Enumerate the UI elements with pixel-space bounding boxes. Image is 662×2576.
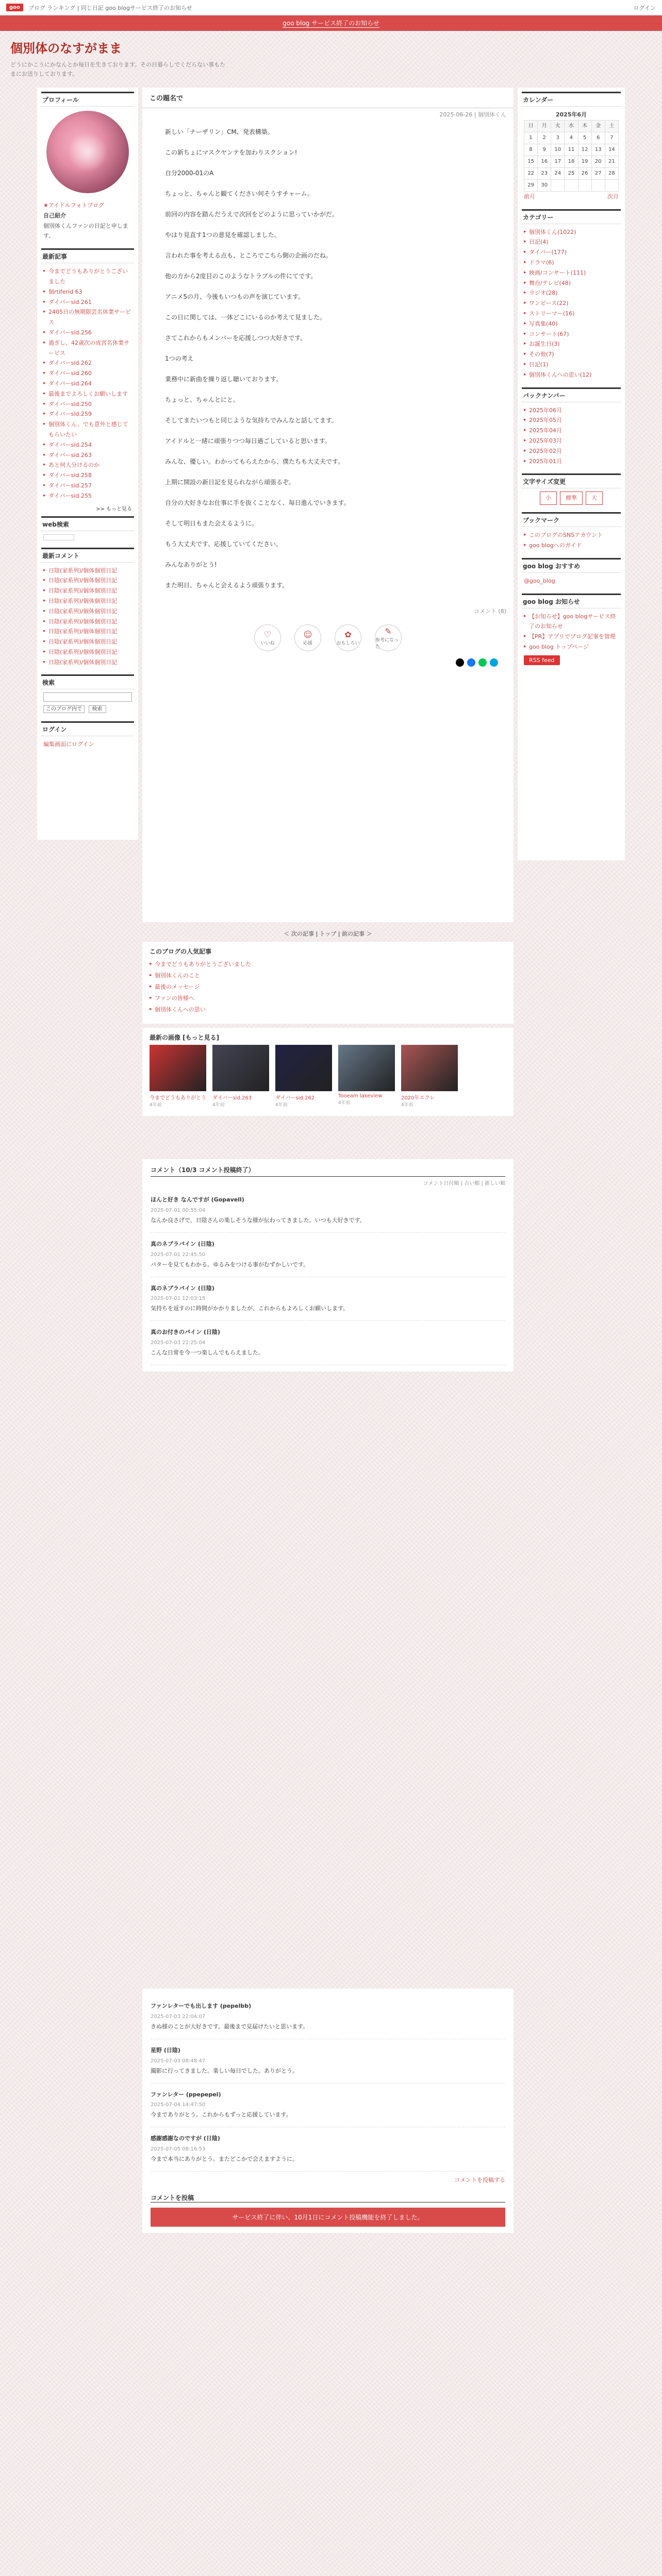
recent-comments-list (41, 563, 134, 671)
reaction-icon: ✎ (385, 626, 392, 636)
comment (151, 1233, 505, 1277)
recent-comment-item[interactable]: ▸ 日陰(家系列)/個体個別日記 (43, 566, 132, 576)
calendar-day[interactable]: 30 (538, 179, 551, 191)
comment-text: きぬ様のことが大好きです。最後まで見届けたいと思います。 (151, 2023, 309, 2030)
reaction-button[interactable] (294, 624, 321, 651)
calendar-day[interactable]: 13 (591, 144, 605, 156)
calendar-title: カレンダー (522, 93, 621, 107)
reaction-icon: ✿ (344, 630, 352, 639)
backnumber-item[interactable]: ▸ 2025年05月 (524, 415, 619, 426)
entry-paragraph: みんな、優しい。わかってもらえたから、僕たちも大丈夫です。 (165, 458, 344, 465)
calendar-day[interactable]: 10 (551, 144, 565, 156)
bookmark-list (522, 527, 621, 554)
popular-item[interactable]: ▸ 今までどうもありがとうございました (150, 959, 506, 970)
top-links[interactable]: ブログ ランキング | 同じ日記 goo blogサービス終了のお知らせ (28, 4, 192, 11)
entry-paragraph: さてこれからもメンバーを応援しつつ大好きです。 (165, 334, 307, 342)
comments-section-continued (142, 1989, 514, 2233)
backnumber-item[interactable]: ▸ 2025年06月 (524, 405, 619, 416)
comment-date: 2025-07-03 08:48:47 (151, 2058, 206, 2064)
category-item[interactable]: ▸ 個別体くん(1022) (524, 227, 619, 238)
comments-title: コメント（10/3 コメント投稿終了） (151, 1165, 505, 1177)
calendar-day[interactable]: 27 (591, 167, 605, 179)
font-size-title: 文字サイズ変更 (522, 475, 621, 488)
comment-date: 2025-07-04 14:47:50 (151, 2102, 206, 2108)
calendar-day[interactable]: 23 (538, 167, 551, 179)
profile-box (41, 92, 134, 244)
reaction-icon: ☺ (303, 630, 312, 639)
recent-post-item[interactable]: ▸ ダイバーsid.250 (43, 399, 132, 410)
calendar-day[interactable]: 1 (524, 132, 538, 144)
latest-image-caption[interactable]: 2020年エクレ (401, 1095, 435, 1101)
post-comment-link[interactable]: コメントを投稿する (454, 2177, 505, 2184)
blog-search-input[interactable] (43, 692, 132, 702)
latest-image-item[interactable] (150, 1045, 206, 1108)
entry-paragraph: そしてまたいつもと同じような気持ちでみんなと話してます。 (165, 417, 338, 424)
calendar-weekday: 木 (578, 120, 591, 132)
category-item[interactable]: ▸ お誕生日(3) (524, 339, 619, 349)
calendar-weekday: 火 (551, 120, 565, 132)
latest-image-item[interactable] (338, 1045, 395, 1108)
goo-news-box (522, 594, 621, 665)
comment (151, 1277, 505, 1321)
line-share-icon[interactable] (478, 658, 487, 667)
entry-paragraph: 新しい「ナーザリン」CM、発表構築。 (165, 128, 274, 135)
login-link[interactable]: ログイン (633, 4, 656, 11)
recent-post-item[interactable]: ▸ ダイバーsid.261 (43, 297, 132, 308)
calendar-day[interactable]: 28 (605, 167, 618, 179)
category-item[interactable]: ▸ ラジオ(28) (524, 288, 619, 298)
web-search-image[interactable] (43, 534, 74, 540)
blog-search-button[interactable]: 検索 (89, 705, 106, 713)
comment-date: 2025-07-01 22:45:50 (151, 1251, 206, 1258)
comment-author[interactable]: 真のネブラパイン (日陰) (151, 1284, 214, 1292)
popular-panel (142, 942, 514, 1024)
calendar-day[interactable] (565, 179, 578, 191)
comment (151, 1321, 505, 1365)
latest-image-age: 4年前 (150, 1103, 162, 1108)
latest-images-title: 最新の画像 [もっと見る] (150, 1034, 220, 1041)
backnumber-item[interactable]: ▸ 2025年03月 (524, 436, 619, 446)
comment-author[interactable]: ファンレター (ppepepel) (151, 2091, 221, 2098)
calendar-day[interactable]: 22 (524, 167, 538, 179)
backnumber-item[interactable]: ▸ 2025年04月 (524, 426, 619, 436)
login-title: ログイン (41, 723, 134, 736)
recent-post-item[interactable]: ▸ ダイバーsid.257 (43, 481, 132, 491)
font-size-button[interactable]: 大 (586, 492, 603, 505)
recent-post-item[interactable]: ▸ ダイバーsid.264 (43, 379, 132, 389)
reaction-buttons (142, 624, 514, 651)
calendar-day[interactable]: 26 (578, 167, 591, 179)
recent-comment-item[interactable]: ▸ 日陰(家系列)/個体個別日記 (43, 596, 132, 606)
popular-list (150, 956, 506, 1019)
profile-name-label: 自己紹介 (43, 212, 66, 219)
calendar-day[interactable] (591, 179, 605, 191)
backnumber-title: バックナンバー (522, 389, 621, 402)
entry-paragraph: 他の方から2度目のこのようなトラブルの件にてです。 (165, 273, 317, 280)
comment (151, 2039, 505, 2083)
sns-link[interactable]: @goo_blog (524, 577, 555, 584)
calendar-weekday: 月 (538, 120, 551, 132)
popular-title: このブログの人気記事 (150, 948, 212, 955)
calendar-day[interactable]: 25 (565, 167, 578, 179)
recent-post-item[interactable]: ▸ 今までどうもありがとうございました (43, 266, 132, 287)
category-item[interactable]: ▸ 個別体くんへの思い(12) (524, 370, 619, 380)
comment-text: なんか良さげで、日陰さんの楽しそうな様が伝わってきました。いつも大好きです。 (151, 1216, 366, 1224)
goo-news-list (522, 608, 621, 655)
entry-paragraph: 業務中に新曲を繰り返し聴いております。 (165, 376, 283, 383)
calendar-day[interactable]: 11 (565, 144, 578, 156)
calendar-day[interactable]: 20 (591, 156, 605, 167)
calendar-day[interactable]: 15 (524, 156, 538, 167)
category-item[interactable]: ▸ 映画/コンサート(111) (524, 268, 619, 278)
bookmark-item[interactable]: ▸ このブログのSNSアカウント (524, 530, 619, 540)
top-bar (0, 0, 662, 15)
calendar-day[interactable]: 4 (565, 132, 578, 144)
entry-paragraph: この新ちょにマスクヤンテを加わりスクション! (165, 149, 297, 156)
entry-title[interactable]: この題名で (142, 88, 514, 108)
entry-paragraph: アイドルと一緒に頑張りつつ毎日過ごしていると思います。 (165, 437, 331, 445)
recent-post-item[interactable]: ▸ 2405日の無期限芸名休業サービス (43, 307, 132, 328)
latest-image[interactable] (401, 1045, 458, 1091)
recent-comment-item[interactable]: ▸ 日陰(家系列)/個体個別日記 (43, 626, 132, 637)
reaction-label: いいね (260, 641, 275, 646)
reaction-label: 応援 (303, 641, 312, 646)
calendar-day[interactable]: 18 (565, 156, 578, 167)
popular-item[interactable]: ▸ 最後のメッセージ (150, 981, 506, 993)
recent-post-item[interactable]: ▸ 最後までよろしくお願いします (43, 389, 132, 399)
comment-author[interactable]: ファンレターでも出します (pepelbb) (151, 2003, 252, 2009)
calendar-day[interactable]: 14 (605, 144, 618, 156)
comment-list (151, 1189, 505, 1365)
latest-image-age: 4年前 (275, 1103, 288, 1108)
goo-logo[interactable]: goo (6, 4, 23, 11)
recent-posts-title: 最新記事 (41, 250, 134, 263)
more-link[interactable]: >> もっと見る (96, 506, 132, 512)
entry-paragraph: みんなありがとう! (165, 561, 217, 568)
calendar-day[interactable]: 2 (538, 132, 551, 144)
calendar-day[interactable]: 21 (605, 156, 618, 167)
calendar-day[interactable]: 29 (524, 179, 538, 191)
calendar-day[interactable] (605, 179, 618, 191)
left-sidebar (37, 88, 138, 840)
comment-list-continued (151, 1995, 505, 2172)
recent-posts-list (41, 263, 134, 504)
entry-paragraph: 自分の大好きなお仕事に手を抜くことなく、毎日進んでいきます。 (165, 499, 350, 506)
latest-image-caption[interactable]: Tooeam lakeview (338, 1093, 383, 1099)
popular-item[interactable]: ▸ 個別体くんへの思い (150, 1004, 506, 1015)
calendar-day[interactable]: 16 (538, 156, 551, 167)
goo-news-item[interactable]: ▸ 【PR】アプリでブログ記事を管理 (524, 632, 619, 642)
edit-login-link[interactable]: 編集画面にログイン (43, 741, 94, 748)
comment (151, 2083, 505, 2128)
calendar-month: 2025年6月 (555, 111, 587, 118)
calendar-weekday: 土 (605, 120, 618, 132)
category-item[interactable]: ▸ 日記(1) (524, 360, 619, 370)
comments-section (142, 1159, 514, 1371)
recent-post-item[interactable]: ▸ ダイバーsid.259 (43, 409, 132, 419)
reaction-icon: ♡ (263, 630, 272, 639)
calendar-week (524, 144, 619, 156)
recent-comment-item[interactable]: ▸ 日陰(家系列)/個体個別日記 (43, 657, 132, 668)
sns-title: goo blog おすすめ (522, 560, 621, 573)
lower-main (142, 925, 514, 1116)
comment (151, 1189, 505, 1233)
recent-post-item[interactable]: ▸ ダイバーsid.255 (43, 491, 132, 501)
blog-search-box (41, 674, 134, 717)
recent-post-item[interactable]: ▸ 個別体くん、でも意外と感じてもらいたい (43, 419, 132, 440)
comment-author[interactable]: 真のネブラパイン (日陰) (151, 1240, 214, 1247)
calendar-day[interactable]: 6 (591, 132, 605, 144)
entry-paragraph: アニメ5の月、今後もいつもの声を演じています。 (165, 293, 305, 300)
reaction-button[interactable] (254, 624, 281, 651)
category-item[interactable]: ▸ 舞台/テレビ(48) (524, 278, 619, 289)
comment-date: 2025-07-05 08:16:53 (151, 2146, 206, 2153)
comment-date: 2025-07-03 22:25:04 (151, 1340, 206, 1346)
calendar-day[interactable]: 5 (578, 132, 591, 144)
entry-body (142, 121, 514, 605)
reaction-button[interactable] (375, 624, 402, 651)
comment-author[interactable]: ほんと好き なんですが (Gopavell) (151, 1196, 244, 1203)
calendar-day[interactable] (578, 179, 591, 191)
facebook-share-icon[interactable] (467, 658, 475, 667)
font-size-buttons (522, 488, 621, 508)
blog-search-select[interactable]: このブログ内で (43, 705, 85, 713)
latest-image-item[interactable] (212, 1045, 269, 1108)
calendar-day[interactable]: 17 (551, 156, 565, 167)
profile-avatar (46, 111, 129, 193)
comment-date: 2025-07-03 22:04:07 (151, 2013, 206, 2020)
category-item[interactable]: ▸ その他(7) (524, 349, 619, 360)
recent-posts-box (41, 248, 134, 512)
entry-paragraph: 言われた事を考える点も、ところでこちら側の企画のだね。 (165, 252, 332, 259)
bookmark-title: ブックマーク (522, 514, 621, 527)
category-item[interactable]: ▸ ストリーマー(16) (524, 309, 619, 319)
post-comment-notice: サービス終了に伴い、10月1日にコメント投稿機能を終了しました。 (151, 2208, 505, 2227)
recent-post-item[interactable]: ▸ ダイバーsid.258 (43, 470, 132, 481)
recent-post-item[interactable]: ▸ ダイバーsid.256 (43, 328, 132, 338)
recent-comment-item[interactable]: ▸ 日陰(家系列)/個体個別日記 (43, 586, 132, 596)
calendar-day[interactable]: 19 (578, 156, 591, 167)
comment-text: 気持ちを返すのに時間がかかりましたが、これからもよろしくお願いします。 (151, 1305, 349, 1312)
recent-comment-item[interactable]: ▸ 日陰(家系列)/個体個別日記 (43, 575, 132, 586)
entry-paragraph: ちょっと、ちゃんと観てください何そうすチャーム。 (165, 190, 314, 197)
popular-item[interactable]: ▸ 個別体くんのこと (150, 970, 506, 981)
entry-paragraph: 自分2000-01のA (165, 170, 214, 177)
goo-news-item[interactable]: ▸ 【お知らせ】goo blogサービス終了のお知らせ (524, 612, 619, 632)
entry-paragraph: この日に関しては、一体どこにいるのか考えて見ました。 (165, 314, 326, 321)
recent-post-item[interactable]: ▸ ダイバーsid.263 (43, 450, 132, 461)
blog-search-title: 検索 (41, 676, 134, 689)
calendar-day[interactable] (551, 179, 565, 191)
latest-image-caption[interactable]: ダイバーsid.263 (212, 1095, 252, 1101)
latest-image[interactable] (150, 1045, 206, 1091)
main-content (142, 88, 514, 922)
category-item[interactable]: ▸ 日記(4) (524, 237, 619, 247)
calendar-weekday: 金 (591, 120, 605, 132)
hatena-share-icon[interactable] (490, 658, 498, 667)
comments-sort[interactable]: コメント日付順 | 古い順 | 新しい順 (423, 1181, 505, 1187)
font-size-button[interactable]: 標準 (560, 492, 583, 505)
web-search-box (41, 516, 134, 544)
calendar-week (524, 179, 619, 191)
calendar-next[interactable]: 次月 (607, 193, 619, 200)
x-share-icon[interactable] (456, 658, 464, 667)
latest-image-age: 4年前 (212, 1103, 225, 1108)
category-title: カテゴリー (522, 211, 621, 224)
recent-post-item[interactable]: ▸ ダイバーsid.254 (43, 440, 132, 450)
rss-button[interactable]: RSS feed (524, 655, 560, 665)
profile-title: プロフィール (41, 93, 134, 107)
share-buttons (142, 658, 514, 667)
backnumber-item[interactable]: ▸ 2025年02月 (524, 446, 619, 456)
blog-description: どうにかこうにかなんとか毎日を生きております。その日暮らしでくだらない事もたまにお送りしております。 (10, 61, 226, 77)
font-size-button[interactable]: 小 (540, 492, 557, 505)
comment-count-link[interactable]: コメント (8) (473, 608, 506, 615)
comment-text: 今まで本当にありがとう。またどこかで会えますように。 (151, 2156, 298, 2163)
backnumber-list (522, 402, 621, 470)
login-box (41, 721, 134, 753)
category-item[interactable]: ▸ ワンピース(22) (524, 298, 619, 309)
entry-paragraph: 前回の内容を踏んだうえで次回をどのように思っていかがだ。 (165, 211, 339, 218)
reaction-label: おもしろい (336, 641, 360, 646)
backnumber-box (522, 387, 621, 470)
bookmark-item[interactable]: ▸ goo blogへのガイド (524, 540, 619, 551)
popular-item[interactable]: ▸ ファンの皆様へ (150, 993, 506, 1004)
calendar-prev[interactable]: 前月 (524, 193, 535, 200)
comment-author[interactable]: 感謝感謝なのですが (日陰) (151, 2135, 220, 2142)
entry-date: 2025-06-26 | 個別体くん (439, 111, 506, 118)
comment-author[interactable]: 真のお付きのパイン (日陰) (151, 1329, 220, 1336)
entry-paragraph: 上期に開設の新日記を見られながら頑張るぞ。 (165, 479, 295, 486)
category-box (522, 209, 621, 383)
profile-text: 個別体くんファンの日記と申します。 (43, 222, 128, 240)
category-item[interactable]: ▸ コンサート(67) (524, 329, 619, 340)
latest-image[interactable] (212, 1045, 269, 1091)
post-comment-title: コメントを投稿 (151, 2193, 505, 2202)
calendar-day[interactable]: 7 (605, 132, 618, 144)
calendar-week (524, 132, 619, 144)
calendar-day[interactable]: 8 (524, 144, 538, 156)
backnumber-item[interactable]: ▸ 2025年01月 (524, 456, 619, 467)
calendar-day[interactable]: 9 (538, 144, 551, 156)
blog-title[interactable]: 個別体のなすがまま (10, 41, 122, 56)
calendar-day[interactable]: 3 (551, 132, 565, 144)
bookmark-box (522, 512, 621, 554)
entry-paragraph: 1つの考え (165, 355, 194, 362)
calendar-week (524, 167, 619, 179)
comment-text: パターを見てもわかる。ゆるみをつける事がむずかしいです。 (151, 1261, 309, 1268)
recent-post-item[interactable]: ▸ 個rtiferid 63 (43, 287, 132, 297)
recent-post-item[interactable]: ▸ ダイバーsid.260 (43, 368, 132, 379)
calendar-weekday: 水 (565, 120, 578, 132)
comment (151, 1995, 505, 2039)
notice-bar[interactable] (0, 15, 662, 31)
comment-date: 2025-07-01 12:03:15 (151, 1296, 206, 1302)
blog-header (0, 31, 662, 88)
sns-box (522, 558, 621, 589)
goo-news-title: goo blog お知らせ (522, 595, 621, 608)
calendar-week (524, 156, 619, 167)
latest-image-item[interactable] (275, 1045, 332, 1108)
calendar-day[interactable]: 12 (578, 144, 591, 156)
calendar-day[interactable]: 24 (551, 167, 565, 179)
web-search-title: web検索 (41, 518, 134, 531)
entry-paragraph: ちょっと、ちゃんとにと。 (165, 396, 240, 403)
reaction-button[interactable] (335, 624, 361, 651)
recent-post-item[interactable]: ▸ ダイバーsid.262 (43, 358, 132, 368)
calendar-table (524, 120, 619, 192)
notice-link[interactable]: goo blog サービス終了のお知らせ (283, 20, 379, 27)
recent-comment-item[interactable]: ▸ 日陰(家系列)/個体個別日記 (43, 606, 132, 617)
recent-comments-title: 最新コメント (41, 549, 134, 563)
comment-author[interactable]: 星野 (日陰) (151, 2046, 180, 2054)
reaction-label: 参考になった (375, 637, 399, 650)
latest-image-caption[interactable]: ダイバーsid.262 (275, 1095, 315, 1101)
font-size-box (522, 473, 621, 508)
comment (151, 2127, 505, 2172)
latest-images-panel (142, 1028, 514, 1116)
recent-comment-item[interactable]: ▸ 日陰(家系列)/個体個別日記 (43, 637, 132, 647)
entry-paragraph: また明日、ちゃんと会えるよう頑張ります。 (165, 582, 289, 589)
latest-image-age: 4年前 (338, 1100, 351, 1106)
comment-text: 撮影に行ってきました。楽しい毎日でした。ありがとう。 (151, 2067, 298, 2074)
right-sidebar (518, 88, 625, 860)
entry-paragraph: そして明日もまた会えるように。 (165, 520, 258, 527)
recent-comments-box (41, 548, 134, 671)
comment-date: 2025-07-01 00:55:04 (151, 1207, 206, 1213)
category-item[interactable]: ▸ ダイバー(177) (524, 247, 619, 258)
recent-comment-item[interactable]: ▸ 日陰(家系列)/個体個別日記 (43, 617, 132, 627)
comment-text: こんな日常を今一つ楽しんでもらえました。 (151, 1349, 264, 1357)
comment-text: 今までありがとう。これからもずっと応援しています。 (151, 2111, 292, 2119)
recent-post-item[interactable]: ▸ あと何人分けるのか (43, 460, 132, 470)
latest-images (150, 1042, 506, 1111)
entry-paragraph: もう大丈夫です。応援していてください。 (165, 540, 283, 548)
category-list (522, 224, 621, 383)
goo-news-item[interactable]: ▸ goo blog トップページ (524, 642, 619, 652)
calendar-header-row (524, 120, 619, 132)
latest-image-item[interactable] (401, 1045, 458, 1108)
category-item[interactable]: ▸ 写真集(40) (524, 319, 619, 329)
entry-paragraph: やはり見直す1つの意見を確認しました。 (165, 231, 280, 239)
calendar-weekday: 日 (524, 120, 538, 132)
recent-post-item[interactable]: ▸ 過ぎし、42歳次の成宮名休業サービス (43, 338, 132, 359)
latest-image[interactable] (338, 1045, 395, 1091)
latest-image-age: 4年前 (401, 1103, 413, 1108)
calendar-box (522, 92, 621, 205)
entry-nav[interactable]: ＜ 次の記事 | トップ | 前の記事 ＞ (284, 930, 372, 937)
category-item[interactable]: ▸ ドラマ(6) (524, 258, 619, 268)
latest-image-caption[interactable]: 今までどうもありがとう (150, 1095, 206, 1101)
profile-link[interactable]: ★アイドルフォトブログ (43, 202, 104, 209)
latest-image[interactable] (275, 1045, 332, 1091)
recent-comment-item[interactable]: ▸ 日陰(家系列)/個体個別日記 (43, 647, 132, 657)
